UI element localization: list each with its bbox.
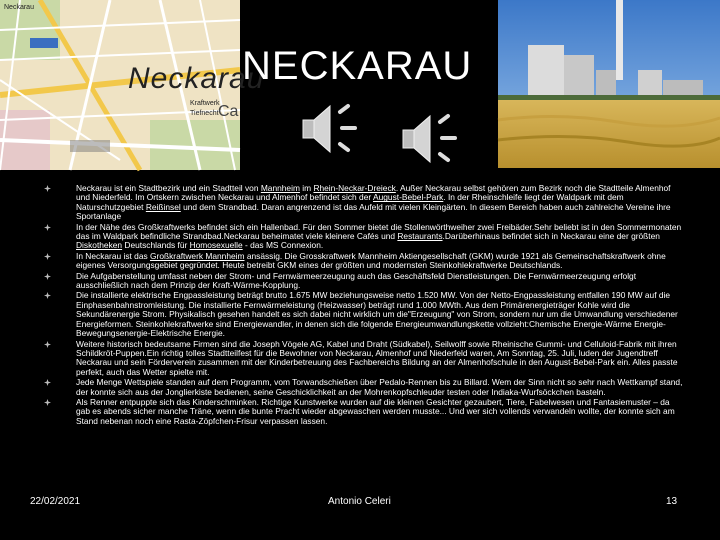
bullet-link[interactable]: August-Bebel-Park (373, 192, 444, 203)
bullet-item (44, 223, 684, 251)
bullet-link[interactable]: Mannheim (260, 183, 300, 193)
bullet-star-icon (44, 273, 51, 280)
footer-author: Antonio Celeri (328, 496, 391, 507)
bullet-text: In Neckarau ist das (76, 250, 151, 261)
bullet-star-icon (44, 292, 51, 299)
footer-date: 22/02/2021 (30, 496, 81, 507)
bullet-star-icon (44, 341, 51, 348)
bullet-text: . Außer Neckarau selbst gehören zum Bezirk noch die Stadtteile Almenhof und Niederfeld. Im Ortskern zwischen Neckarau und Almenhof befindet sich der (76, 183, 671, 203)
slide-bullet-list (44, 184, 684, 427)
bullet-text: . In der Rheinschleife liegt der Waldpark mit dem Naturschutzgebiet (76, 192, 624, 212)
bullet-star-icon (44, 224, 51, 231)
speaker-icon[interactable] (400, 108, 460, 168)
power-plant-illustration (498, 0, 720, 168)
bullet-item (44, 340, 684, 378)
bullet-text: Die Aufgabenstellung umfasst neben der Strom- und Fernwärmeerzeugung auch das Geschäftsfeld Dienstleistungen. Die Fernwärmeerzeugung erfolgt ausschließlich nach dem Prinzip der Kraft-Wärme-Kopplung. (76, 270, 637, 291)
bullet-text: Die installierte elektrische Engpassleistung beträgt brutto 1.675 MW beziehungsweise netto 1.520 MW. Von der Netto-Engpassleistung entfallen 190 MW auf die Einphasenbahnstromleistung. Die installierte Fernwärmeleistung (Heizwasser) beträgt rund 1.000 MWth. Aus dem Primärenergieträger Kohle wird die Sekundärenergie Strom. Physikalisch gesehen handelt es sich dabei nicht wirklich um die"Erzeugung" von Strom, sondern nur um die Umwandlung verschiedener Energieformen. Steinkohlekraftwerke sind Energiewandler, in denen sich die folgende Energieumwandlungskette vollzieht:Chemische Energie-Wärme Energie-Bewegungsenergie-Elektrische Energie. (76, 290, 678, 339)
speaker-icon[interactable] (300, 98, 360, 158)
map-label-kraftwerk: Kraftwerk (190, 100, 220, 107)
bullet-text: In der Nähe des Großkraftwerks befindet sich ein Hallenbad. Für den Sommer bietet die Stollenwörthweiher zwei Freibäder.Sehr beliebt ist in den Sommermonaten das im Waldpark befindliche Strandbad.Neckarau beheimatet viele kleinere Cafés und (76, 221, 682, 242)
page-number: 13 (666, 496, 678, 507)
bullet-text: Als Renner entpuppte sich das Kinderschminken. Richtige Kunstwerke wurden auf die kleinen Gesichter gezaubert, Tiere, Fabelwesen und Fantasiemuster – da gab es abends sicher manche Träne, wenn die bunte Pracht wieder abgewaschen werden musste... Und wer sich vollends verwandeln wollte, der konnte sich am Stand nebenan noch eine Rasta-Zöpfchen-Frisur verpassen lassen. (76, 396, 675, 426)
map-letters: Ca (218, 103, 239, 120)
bullet-link[interactable]: Großkraftwerk Mannheim (150, 250, 245, 261)
bullet-item (44, 272, 684, 291)
bullet-star-icon (44, 185, 51, 192)
bullet-item (44, 291, 684, 338)
bullet-text: ansässig. Die Grosskraftwerk Mannheim Aktiengesellschaft (GKM) wurde 1921 als Gemeinschaftskraftwerk ohne eigenes Versorgungsgebiet gegründet. Heute betreibt GKM eines der größten und modernsten Steinkohlekraftwerke Deutschlands. (76, 250, 666, 271)
power-plant-photo (498, 0, 720, 168)
bullet-link[interactable]: Diskotheken (76, 240, 123, 251)
bullet-text: Jede Menge Wettspiele standen auf dem Programm, vom Torwandschießen über Pedalo-Rennen bis zu Billard. Wem der Sinn nicht so sehr nach Wettkampf stand, der konnte sich aus der Jonglierkiste bedienen, seine Geschicklichkeit an der Mohrenkopfschleuder testen oder Indiaka-Wurfsöckchen basteln. (76, 377, 683, 397)
bullet-link[interactable]: Reißinsel (145, 201, 181, 212)
map-label-tiefnecht: Tiefnecht (190, 110, 219, 117)
bullet-item (44, 398, 684, 426)
bullet-link[interactable]: Restaurants (397, 231, 443, 242)
bullet-star-icon (44, 253, 51, 260)
bullet-text: Neckarau ist ein Stadtbezirk und ein Stadtteil von (76, 183, 261, 193)
bullet-text: .Darüberhinaus befindet sich in Neckarau eine der größten (442, 231, 660, 242)
bullet-star-icon (44, 379, 51, 386)
slide-title: NECKARAU (242, 44, 473, 88)
map-label-top: Neckarau (4, 4, 34, 11)
bullet-text: - das MS Connexion. (242, 240, 324, 251)
bullet-text: Weitere historisch bedeutsame Firmen sind die Joseph Vögele AG, Kabel und Draht (Südkabel), Seilwolff sowie Rheinische Gummi- und Celluloid-Fabrik mit ihren Schildkröt-Puppen.Ein richtig tolles Stadtteilfest für die Bewohner von Neckarau, Almenhof und Niederfeld waren, Am Sonntag, 25. Juli, luden der Jugendtreff Neckarau und sein Förderverein zusammen mit der Kinderbetreuung des Fachbereichs Bildung an der Almenhofschule in den August-Bebel-Park ein. Alles passte perfekt, auch das Wetter spielte mit. (76, 338, 678, 377)
map-neckarau-label: Neckarau (128, 62, 265, 95)
bullet-link[interactable]: Homosexuelle (189, 240, 243, 251)
bullet-text: im (299, 183, 314, 193)
bullet-text: und dem Strandbad. Daran angrenzend ist das Aufeld mit vielen Kleingärten. In diesem Bereich haben auch zahlreiche Vereine ihre Sportanlage (76, 201, 671, 222)
bullet-star-icon (44, 399, 51, 406)
bullet-item (44, 378, 684, 397)
neckarau-map-image (0, 0, 265, 170)
bullet-text: Deutschlands für (122, 240, 190, 251)
bullet-item (44, 184, 684, 222)
bullet-link[interactable]: Rhein-Neckar-Dreieck (313, 183, 396, 193)
bullet-item (44, 252, 684, 271)
